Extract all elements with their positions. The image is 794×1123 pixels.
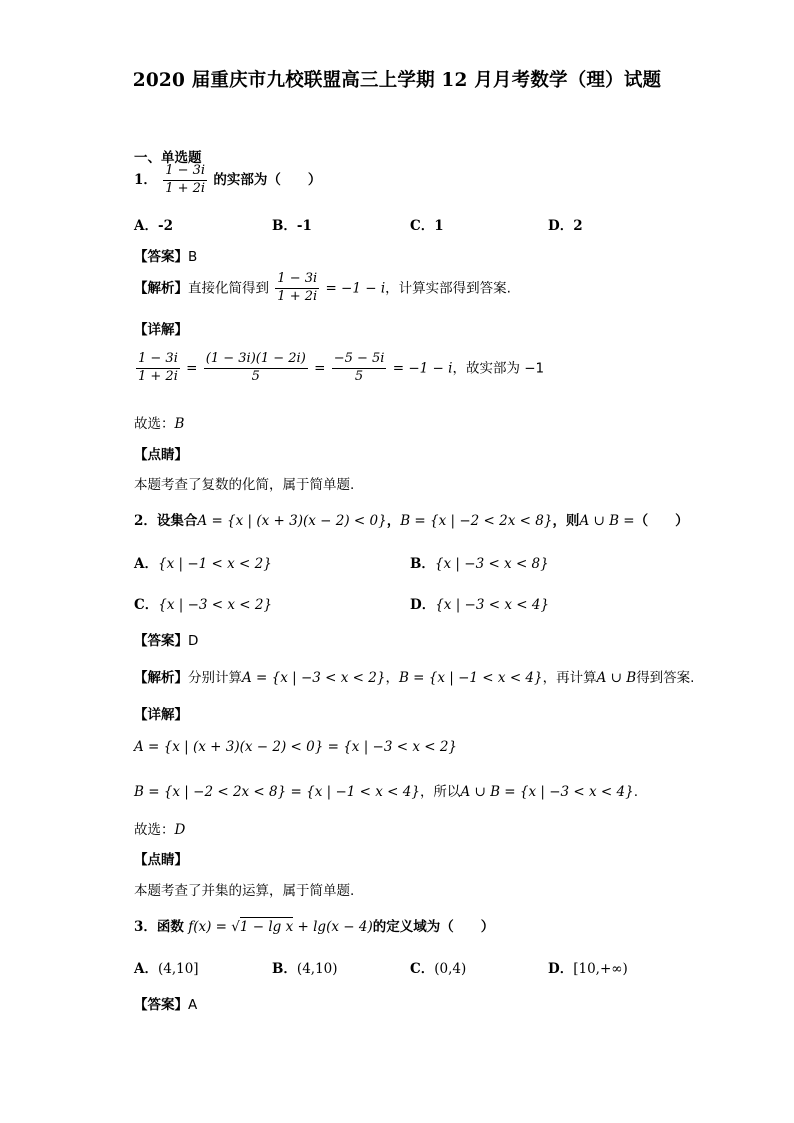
- q1-choose: 故选：B: [134, 416, 185, 432]
- q1-option-a: A．-2: [134, 218, 173, 234]
- answer-tag: 【答案】: [134, 249, 188, 265]
- q1-option-b: B．-1: [272, 218, 312, 234]
- q1-comment: 本题考查了复数的化简，属于简单题.: [134, 477, 355, 493]
- q2-detail-line-2: B = {x | −2 < 2x < 8} = {x | −1 < x < 4}，所以A ∪ B = {x | −3 < x < 4}.: [134, 784, 639, 800]
- answer-tag: 【答案】: [134, 997, 188, 1013]
- q2-comment: 本题考查了并集的运算，属于简单题.: [134, 883, 355, 899]
- question-1-stem: [134, 164, 321, 197]
- fraction: $\frac{1 - 3i}{1 + 2i}$: [277, 271, 318, 304]
- q1-analysis: 【解析】直接化简得到 $\frac{1 - 3i}{1 + 2i}$ = −1 − i，计算实部得到答案.: [134, 271, 511, 304]
- q1-option-c: C．1: [410, 218, 444, 234]
- q1-detail-tag: 【详解】: [134, 322, 188, 338]
- q1-answer: 【答案】B: [134, 249, 198, 265]
- question-3-stem: 3．函数 f(x) = √1 − lg x + lg(x − 4)的定义域为（ ）: [134, 919, 495, 935]
- analysis-tag: 【解析】: [134, 670, 188, 686]
- page-title: 2020 届重庆市九校联盟高三上学期 12 月月考数学（理）试题: [132, 70, 662, 91]
- question-stem-text: 的实部为（ ）: [213, 171, 322, 188]
- q2-option-d: D．{x | −3 < x < 4}: [410, 597, 550, 613]
- question-2-stem: 2．设集合A = {x | (x + 3)(x − 2) < 0}，B = {x | −2 < 2x < 8}，则A ∪ B =（ ）: [134, 513, 689, 529]
- fraction: $\frac{(1 - 3i)(1 - 2i)}{5}$: [205, 351, 306, 384]
- answer-tag: 【答案】: [134, 633, 188, 649]
- q3-option-c: C．(0,4): [410, 961, 467, 977]
- q3-option-a: A．(4,10]: [134, 961, 199, 977]
- q2-detail-tag: 【详解】: [134, 707, 188, 723]
- q1-comment-tag: 【点睛】: [134, 447, 188, 463]
- q2-option-a: A．{x | −1 < x < 2}: [134, 556, 272, 572]
- fraction: $\frac{1 - 3i}{1 + 2i}$: [165, 163, 206, 196]
- section-heading: 一、单选题: [134, 150, 202, 166]
- q2-option-c: C．{x | −3 < x < 2}: [134, 597, 273, 613]
- q2-comment-tag: 【点睛】: [134, 852, 188, 868]
- q2-detail-line-1: A = {x | (x + 3)(x − 2) < 0} = {x | −3 < x < 2}: [134, 739, 458, 755]
- analysis-tag: 【解析】: [134, 280, 188, 297]
- q1-option-d: D．2: [548, 218, 583, 234]
- question-number: 1．: [134, 171, 157, 188]
- fraction: $\frac{-5 - 5i}{5}$: [333, 351, 385, 384]
- q3-option-d: D．[10,+∞): [548, 961, 628, 977]
- q2-option-b: B．{x | −3 < x < 8}: [410, 556, 549, 572]
- sqrt-sign: √: [231, 919, 240, 935]
- question-number: 3．: [134, 919, 157, 935]
- q3-option-b: B．(4,10): [272, 961, 338, 977]
- question-number: 2．: [134, 513, 157, 529]
- sqrt-body: 1 − lg x: [239, 919, 294, 935]
- q1-detail-equation: $\frac{1 - 3i}{1 + 2i}$ = $\frac{(1 - 3i)(1 - 2i)}{5}$ = $\frac{-5 - 5i}{5}$ = −1 − i，故实部为 −1: [138, 351, 545, 384]
- fraction: $\frac{1 - 3i}{1 + 2i}$: [138, 351, 178, 384]
- q3-answer: 【答案】A: [134, 997, 198, 1013]
- q2-choose: 故选：D: [134, 822, 186, 838]
- q2-answer: 【答案】D: [134, 633, 199, 649]
- q2-analysis: 【解析】分别计算A = {x | −3 < x < 2}，B = {x | −1 < x < 4}，再计算A ∪ B得到答案.: [134, 670, 695, 686]
